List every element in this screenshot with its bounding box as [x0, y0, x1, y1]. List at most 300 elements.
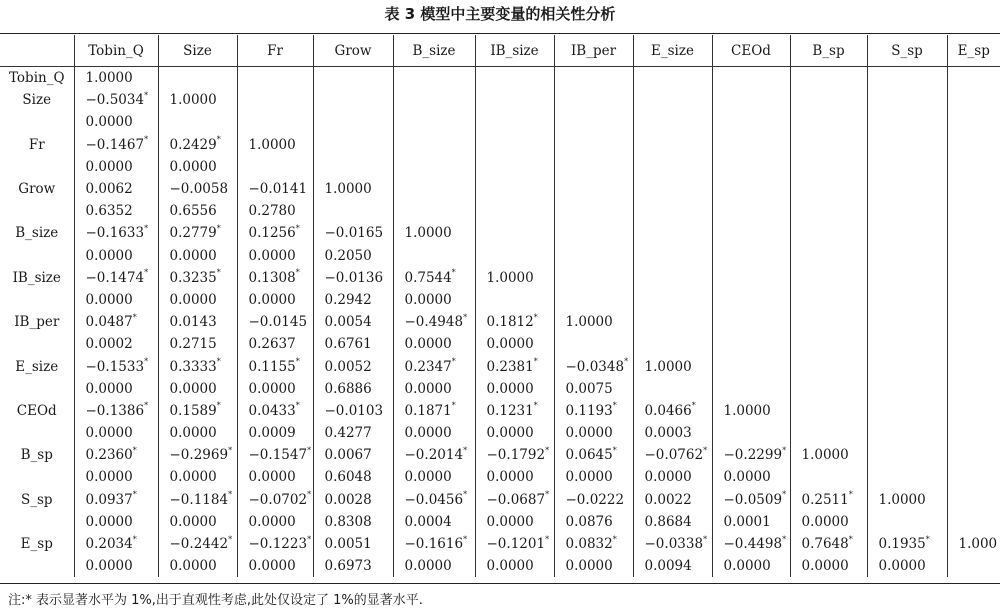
empty-cell	[475, 178, 554, 200]
empty-cell	[475, 67, 554, 90]
coefficient-value: 0.7544	[404, 269, 452, 286]
coefficient-cell	[393, 400, 475, 422]
p-value-cell: 0.0000	[393, 333, 475, 355]
empty-cell	[947, 400, 1000, 422]
empty-cell	[712, 289, 790, 311]
coefficient-value: 0.2429	[169, 136, 217, 153]
p-value-row	[0, 555, 1000, 577]
significance-mark: *	[533, 357, 538, 367]
empty-cell	[947, 311, 1000, 333]
p-value-cell: 0.0000	[74, 511, 158, 533]
coefficient-value: −0.1474	[85, 269, 145, 286]
empty-cell	[712, 111, 790, 133]
coefficient-value: 1.0000	[404, 225, 452, 242]
empty-cell	[633, 134, 712, 156]
empty-cell	[867, 355, 947, 377]
empty-cell	[554, 156, 633, 178]
empty-cell	[712, 89, 790, 111]
significance-mark: *	[144, 135, 149, 145]
empty-cell	[867, 178, 947, 200]
coefficient-cell	[237, 533, 313, 555]
empty-cell	[712, 378, 790, 400]
significance-mark: *	[703, 445, 708, 455]
coefficient-cell	[74, 444, 158, 466]
empty-cell	[790, 156, 867, 178]
empty-cell	[947, 333, 1000, 355]
empty-cell	[867, 289, 947, 311]
coefficient-value: −0.0141	[248, 181, 308, 198]
coefficient-cell	[74, 222, 158, 244]
coefficient-value: 0.0143	[169, 314, 217, 331]
coefficient-value: 1.0000	[324, 181, 372, 198]
coefficient-value: 0.3235	[169, 269, 217, 286]
p-value-cell: 0.0075	[554, 378, 633, 400]
coefficient-value: −0.0456	[404, 491, 464, 508]
coefficient-value: 0.2779	[169, 225, 217, 242]
coefficient-value: −0.1184	[169, 491, 229, 508]
row-variable-label: IB_per	[14, 314, 60, 331]
empty-cell	[0, 378, 74, 400]
empty-cell	[475, 289, 554, 311]
empty-cell	[633, 378, 712, 400]
p-value-cell: 0.0000	[475, 333, 554, 355]
p-value-cell: 0.0000	[237, 511, 313, 533]
row-variable-label: B_sp	[20, 447, 53, 464]
empty-cell	[867, 444, 947, 466]
empty-cell	[867, 333, 947, 355]
p-value-cell: 0.0000	[790, 555, 867, 577]
coefficient-row	[0, 67, 1000, 90]
coefficient-value: 0.0022	[644, 491, 692, 508]
coefficient-value: −0.0165	[324, 225, 384, 242]
significance-mark: *	[463, 445, 468, 455]
row-variable-label: CEOd	[16, 402, 57, 419]
empty-cell	[712, 267, 790, 289]
coefficient-cell	[74, 400, 158, 422]
empty-cell	[947, 355, 1000, 377]
empty-cell	[475, 134, 554, 156]
coefficient-value: 0.2360	[85, 447, 133, 464]
coefficient-cell	[554, 489, 633, 511]
coefficient-cell	[74, 489, 158, 511]
coefficient-value: −0.2299	[723, 447, 783, 464]
empty-cell	[393, 89, 475, 111]
significance-mark: *	[612, 534, 617, 544]
p-value-cell: 0.0000	[158, 466, 237, 488]
coefficient-value: 1.000	[958, 536, 998, 553]
coefficient-cell	[475, 400, 554, 422]
empty-cell	[313, 156, 393, 178]
empty-cell	[712, 200, 790, 222]
p-value-cell: 0.0000	[158, 289, 237, 311]
coefficient-value: −0.1547	[248, 447, 308, 464]
significance-mark: *	[216, 401, 221, 411]
empty-cell	[947, 89, 1000, 111]
p-value-row	[0, 289, 1000, 311]
coefficient-value: −0.0702	[248, 491, 308, 508]
p-value-cell: 0.0004	[393, 511, 475, 533]
empty-cell	[790, 89, 867, 111]
coefficient-cell	[867, 533, 947, 555]
p-value-cell: 0.0094	[633, 555, 712, 577]
significance-mark: *	[848, 534, 853, 544]
p-value-row	[0, 511, 1000, 533]
empty-cell	[947, 267, 1000, 289]
coefficient-value: 0.2034	[85, 536, 133, 553]
significance-mark: *	[144, 401, 149, 411]
empty-cell	[237, 67, 313, 90]
coefficient-value: 1.0000	[644, 358, 692, 375]
significance-mark: *	[782, 534, 787, 544]
coefficient-value: −0.0348	[565, 358, 625, 375]
significance-mark: *	[216, 223, 221, 233]
p-value-cell: 0.0000	[237, 289, 313, 311]
empty-cell	[790, 355, 867, 377]
coefficient-cell	[313, 267, 393, 289]
table-header-row	[0, 35, 1000, 67]
empty-cell	[554, 333, 633, 355]
coefficient-value: −0.2014	[404, 447, 464, 464]
p-value-cell: 0.2050	[313, 245, 393, 267]
coefficient-value: 0.1871	[404, 402, 452, 419]
coefficient-cell	[74, 355, 158, 377]
row-variable-label: E_size	[15, 358, 59, 375]
empty-cell	[554, 134, 633, 156]
empty-cell	[867, 400, 947, 422]
coefficient-value: −0.0136	[324, 269, 384, 286]
empty-cell	[712, 156, 790, 178]
p-value-cell: 0.0000	[393, 555, 475, 577]
coefficient-cell	[712, 489, 790, 511]
p-value-cell: 0.0000	[158, 245, 237, 267]
coefficient-cell	[475, 489, 554, 511]
table-body	[0, 67, 1000, 578]
coefficient-value: −0.2442	[169, 536, 229, 553]
empty-cell	[475, 156, 554, 178]
empty-cell	[633, 333, 712, 355]
column-header: IB_per	[554, 35, 633, 67]
empty-cell	[0, 289, 74, 311]
column-header: Tobin_Q	[74, 35, 158, 67]
p-value-cell: 0.0000	[554, 466, 633, 488]
empty-cell	[790, 422, 867, 444]
coefficient-row	[0, 222, 1000, 244]
p-value-cell: 0.0000	[74, 378, 158, 400]
p-value-cell: 0.0000	[74, 422, 158, 444]
coefficient-value: 0.1812	[486, 314, 534, 331]
coefficient-cell	[867, 489, 947, 511]
significance-mark: *	[216, 135, 221, 145]
coefficient-row	[0, 267, 1000, 289]
empty-cell	[790, 111, 867, 133]
significance-mark: *	[451, 401, 456, 411]
empty-cell	[0, 156, 74, 178]
empty-cell	[712, 333, 790, 355]
coefficient-value: 0.0067	[324, 447, 372, 464]
significance-mark: *	[132, 445, 137, 455]
coefficient-value: 0.1193	[565, 402, 613, 419]
empty-cell	[947, 555, 1000, 577]
empty-cell	[790, 289, 867, 311]
significance-mark: *	[703, 534, 708, 544]
empty-cell	[867, 311, 947, 333]
coefficient-value: 0.1155	[248, 358, 296, 375]
coefficient-cell	[475, 311, 554, 333]
coefficient-cell	[633, 489, 712, 511]
significance-mark: *	[925, 534, 930, 544]
empty-cell	[0, 466, 74, 488]
coefficient-cell	[393, 533, 475, 555]
empty-cell	[633, 111, 712, 133]
empty-cell	[790, 134, 867, 156]
empty-cell	[947, 489, 1000, 511]
empty-cell	[633, 311, 712, 333]
empty-cell	[313, 200, 393, 222]
coefficient-value: −0.1792	[486, 447, 546, 464]
significance-mark: *	[295, 357, 300, 367]
empty-cell	[393, 200, 475, 222]
coefficient-cell	[158, 400, 237, 422]
p-value-cell: 0.0000	[475, 422, 554, 444]
empty-cell	[790, 67, 867, 90]
coefficient-value: 0.0466	[644, 402, 692, 419]
coefficient-value: 0.0937	[85, 491, 133, 508]
coefficient-cell	[158, 89, 237, 111]
p-value-cell: 0.4277	[313, 422, 393, 444]
empty-cell	[633, 200, 712, 222]
significance-mark: *	[295, 401, 300, 411]
coefficient-value: 0.0028	[324, 491, 372, 508]
p-value-cell: 0.2715	[158, 333, 237, 355]
coefficient-value: 0.0052	[324, 358, 372, 375]
table-bottom-rule	[0, 583, 1000, 584]
empty-cell	[0, 333, 74, 355]
coefficient-cell	[475, 533, 554, 555]
coefficient-cell	[158, 222, 237, 244]
empty-cell	[790, 222, 867, 244]
coefficient-cell	[554, 444, 633, 466]
coefficient-cell	[313, 489, 393, 511]
coefficient-value: −0.0509	[723, 491, 783, 508]
coefficient-cell	[393, 355, 475, 377]
empty-cell	[0, 200, 74, 222]
empty-cell	[947, 222, 1000, 244]
empty-cell	[947, 511, 1000, 533]
empty-cell	[947, 178, 1000, 200]
empty-cell	[790, 178, 867, 200]
p-value-cell: 0.0876	[554, 511, 633, 533]
p-value-row	[0, 245, 1000, 267]
p-value-cell: 0.0002	[74, 333, 158, 355]
empty-cell	[0, 422, 74, 444]
coefficient-cell	[393, 267, 475, 289]
significance-mark: *	[144, 357, 149, 367]
coefficient-cell	[313, 355, 393, 377]
coefficient-value: −0.1533	[85, 358, 145, 375]
coefficient-value: 0.1256	[248, 225, 296, 242]
coefficient-cell	[237, 178, 313, 200]
significance-mark: *	[691, 401, 696, 411]
empty-cell	[554, 89, 633, 111]
empty-cell	[712, 355, 790, 377]
coefficient-value: 0.1308	[248, 269, 296, 286]
empty-cell	[313, 67, 393, 90]
p-value-cell: 0.6973	[313, 555, 393, 577]
empty-cell	[947, 67, 1000, 90]
coefficient-cell	[393, 489, 475, 511]
coefficient-value: −0.0338	[644, 536, 704, 553]
coefficient-cell	[633, 533, 712, 555]
p-value-cell: 0.0003	[633, 422, 712, 444]
p-value-cell: 0.6556	[158, 200, 237, 222]
row-variable-label: S_sp	[20, 491, 53, 508]
empty-cell	[0, 511, 74, 533]
coefficient-value: 0.1589	[169, 402, 217, 419]
empty-cell	[790, 378, 867, 400]
coefficient-cell	[712, 444, 790, 466]
empty-cell	[947, 134, 1000, 156]
column-header: E_size	[633, 35, 712, 67]
p-value-row	[0, 422, 1000, 444]
coefficient-value: 0.7648	[801, 536, 849, 553]
empty-cell	[790, 333, 867, 355]
coefficient-cell	[712, 400, 790, 422]
p-value-cell: 0.0000	[158, 511, 237, 533]
p-value-cell: 0.0000	[554, 422, 633, 444]
empty-cell	[867, 466, 947, 488]
empty-cell	[790, 400, 867, 422]
coefficient-value: −0.0058	[169, 181, 229, 198]
coefficient-row	[0, 444, 1000, 466]
empty-cell	[313, 89, 393, 111]
significance-mark: *	[228, 490, 233, 500]
empty-cell	[947, 245, 1000, 267]
empty-cell	[158, 67, 237, 90]
significance-mark: *	[132, 490, 137, 500]
p-value-cell: 0.2637	[237, 333, 313, 355]
significance-mark: *	[533, 401, 538, 411]
p-value-cell: 0.0001	[712, 511, 790, 533]
empty-cell	[237, 156, 313, 178]
p-value-cell: 0.0000	[867, 555, 947, 577]
empty-cell	[947, 111, 1000, 133]
empty-cell	[947, 378, 1000, 400]
coefficient-value: −0.0145	[248, 314, 308, 331]
coefficient-value: 1.0000	[723, 402, 771, 419]
p-value-cell: 0.6761	[313, 333, 393, 355]
coefficient-cell	[237, 444, 313, 466]
significance-mark: *	[533, 312, 538, 322]
coefficient-cell	[158, 489, 237, 511]
empty-cell	[867, 222, 947, 244]
p-value-cell: 0.0000	[554, 555, 633, 577]
p-value-cell: 0.2780	[237, 200, 313, 222]
empty-cell	[947, 444, 1000, 466]
coefficient-value: 1.0000	[565, 314, 613, 331]
significance-mark: *	[545, 490, 550, 500]
empty-cell	[633, 178, 712, 200]
empty-cell	[867, 378, 947, 400]
empty-cell	[475, 89, 554, 111]
empty-cell	[554, 289, 633, 311]
empty-cell	[237, 111, 313, 133]
empty-cell	[0, 245, 74, 267]
table-top-rule	[0, 33, 1000, 34]
empty-cell	[947, 422, 1000, 444]
coefficient-value: −0.0222	[565, 491, 625, 508]
empty-cell	[554, 267, 633, 289]
significance-mark: *	[612, 445, 617, 455]
p-value-row	[0, 200, 1000, 222]
column-header: Grow	[313, 35, 393, 67]
p-value-cell: 0.0000	[712, 466, 790, 488]
p-value-row	[0, 378, 1000, 400]
coefficient-cell	[313, 178, 393, 200]
empty-cell	[947, 466, 1000, 488]
coefficient-value: −0.1633	[85, 225, 145, 242]
column-header: E_sp	[947, 35, 1000, 67]
coefficient-cell	[158, 355, 237, 377]
coefficient-cell	[475, 267, 554, 289]
column-header: CEOd	[712, 35, 790, 67]
empty-cell	[790, 267, 867, 289]
coefficient-value: −0.1467	[85, 136, 145, 153]
p-value-cell: 0.6886	[313, 378, 393, 400]
empty-cell	[712, 422, 790, 444]
significance-mark: *	[624, 357, 629, 367]
p-value-cell: 0.0000	[158, 378, 237, 400]
empty-cell	[790, 200, 867, 222]
coefficient-row	[0, 134, 1000, 156]
p-value-cell: 0.0000	[790, 511, 867, 533]
p-value-cell: 0.0000	[475, 466, 554, 488]
p-value-cell: 0.0000	[74, 156, 158, 178]
p-value-cell: 0.0000	[74, 245, 158, 267]
coefficient-cell	[158, 311, 237, 333]
coefficient-row	[0, 355, 1000, 377]
row-variable-label: Fr	[28, 136, 45, 153]
column-header: B_sp	[790, 35, 867, 67]
coefficient-value: 1.0000	[486, 269, 534, 286]
empty-cell	[393, 67, 475, 90]
significance-mark: *	[463, 490, 468, 500]
p-value-cell: 0.0000	[633, 466, 712, 488]
coefficient-value: −0.1616	[404, 536, 464, 553]
significance-mark: *	[307, 490, 312, 500]
p-value-cell: 0.0000	[475, 555, 554, 577]
coefficient-cell	[475, 444, 554, 466]
empty-cell	[554, 111, 633, 133]
coefficient-cell	[158, 134, 237, 156]
row-variable-label: Grow	[18, 181, 56, 198]
empty-cell	[633, 245, 712, 267]
coefficient-cell	[947, 533, 1000, 555]
coefficient-value: 0.0051	[324, 536, 372, 553]
coefficient-value: 0.0433	[248, 402, 296, 419]
empty-cell	[867, 267, 947, 289]
empty-cell	[790, 311, 867, 333]
column-header: Size	[158, 35, 237, 67]
empty-cell	[712, 134, 790, 156]
p-value-cell: 0.0000	[475, 378, 554, 400]
coefficient-cell	[74, 267, 158, 289]
coefficient-value: −0.2969	[169, 447, 229, 464]
p-value-cell: 0.0000	[237, 466, 313, 488]
significance-mark: *	[132, 534, 137, 544]
p-value-cell: 0.8308	[313, 511, 393, 533]
coefficient-value: −0.4948	[404, 314, 464, 331]
coefficient-cell	[393, 444, 475, 466]
